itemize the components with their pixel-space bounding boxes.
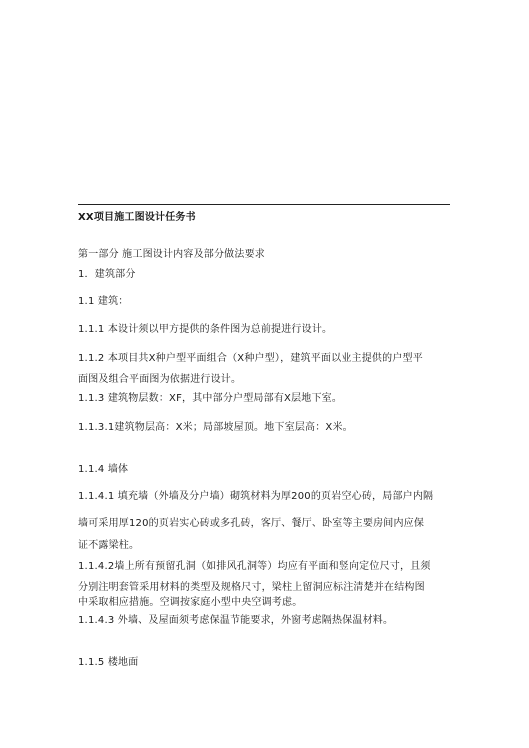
paragraph-line: 面图及组合平面图为依据进行设计。 <box>78 374 242 385</box>
paragraph-line: 1.1.4.3 外墙、及屋面须考虑保温节能要求，外窗考虑隔热保温材料。 <box>78 615 394 626</box>
paragraph-line: 1.1.4.2墙上所有预留孔洞（如排风孔洞等）均应有平面和竖向定位尺寸，且须 <box>78 561 431 572</box>
header-rule <box>78 204 450 205</box>
subsection-heading: 1.1.5 楼地面 <box>78 657 139 668</box>
paragraph-line: 分别注明套管采用材料的类型及规格尺寸，梁柱上留洞应标注清楚并在结构图 <box>78 582 425 593</box>
paragraph-line: 1.1.1 本设计须以甲方提供的条件图为总前提进行设计。 <box>78 324 333 335</box>
part-heading: 第一部分 施工图设计内容及部分做法要求 <box>78 249 265 260</box>
section-heading: 1．建筑部分 <box>78 269 136 280</box>
paragraph-line: 1.1.3 建筑物层数：XF，其中部分户型局部有X层地下室。 <box>78 393 343 404</box>
paragraph-line: 1.1.2 本项目共X种户型平面组合（X种户型），建筑平面以业主提供的户型平 <box>78 353 423 364</box>
paragraph-line: 证不露梁柱。 <box>78 540 140 551</box>
subsection-heading: 1.1.4 墙体 <box>78 464 129 475</box>
document-title: XX项目施工图设计任务书 <box>78 212 196 223</box>
subsection-heading: 1.1 建筑： <box>78 296 129 307</box>
paragraph-line: 1.1.3.1建筑物层高：X米；局部坡屋顶。地下室层高：X米。 <box>78 422 353 433</box>
paragraph-line: 墙可采用厚120的页岩实心砖或多孔砖，客厅、餐厅、卧室等主要房间内应保 <box>78 518 425 529</box>
paragraph-line: 中采取相应措施。空调按家庭小型中央空调考虑。 <box>78 597 303 608</box>
paragraph-line: 1.1.4.1 填充墙（外墙及分户墙）砌筑材料为厚200的页岩空心砖，局部户内隔 <box>78 491 434 502</box>
